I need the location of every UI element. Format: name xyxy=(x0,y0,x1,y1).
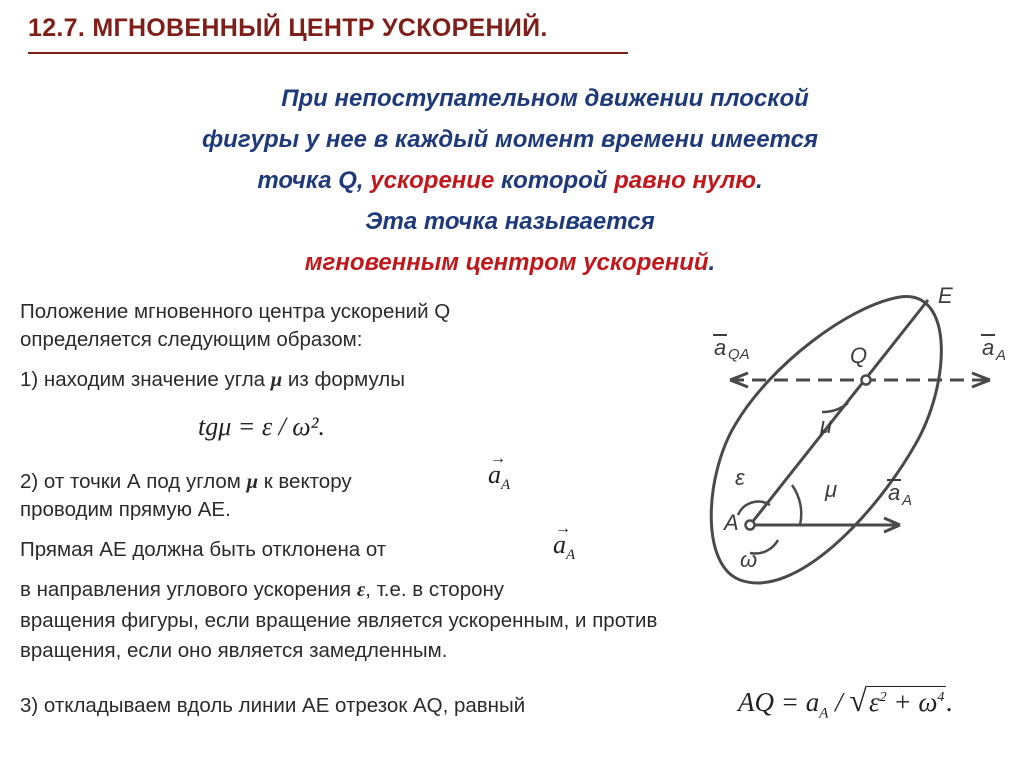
mu-symbol-2: μ xyxy=(246,471,259,493)
label-aQA: a xyxy=(714,335,727,360)
definition-line-5-dot: . xyxy=(708,249,716,276)
label-mu-A: μ xyxy=(825,477,838,502)
vector-arrow-icon: → xyxy=(555,520,571,537)
label-aA-right-sub: A xyxy=(996,347,1007,364)
step-3-line: 3) откладываем вдоль линии АЕ отрезок AQ, равный xyxy=(20,694,526,717)
formula-AQ-radicand: $\varepsilon^2 + \omega^4$ xyxy=(868,687,945,717)
vector-aA-1 xyxy=(488,450,511,494)
step-2-line-2: проводим прямую АЕ. xyxy=(20,498,231,521)
label-mu-Q: μ xyxy=(820,413,833,438)
sqrt-icon: √ xyxy=(849,682,867,718)
step-1-text: 1) находим значение угла xyxy=(20,368,266,391)
vector-a-subscript: A xyxy=(566,547,576,564)
label-E: E xyxy=(938,283,953,308)
mu-symbol: μ xyxy=(270,369,283,391)
point-A xyxy=(746,521,755,530)
epsilon-arc xyxy=(738,502,770,515)
vector-aA-2 xyxy=(553,520,576,564)
vector-a-letter: a xyxy=(488,460,501,489)
definition-equals-zero: равно нулю xyxy=(614,167,756,194)
label-aA-sub: A xyxy=(902,492,913,509)
label-aQA-sub: QA xyxy=(728,346,750,363)
definition-block xyxy=(40,78,980,283)
formula-tg-mu: tgμ = ε / ω². xyxy=(198,412,325,441)
step-1-text-end: из формулы xyxy=(287,368,405,391)
definition-line-2: фигуры у нее в каждый момент времени имеется xyxy=(201,126,819,153)
definition-acceleration-word: ускорение xyxy=(370,167,495,194)
vector-arrow-icon: → xyxy=(490,450,506,467)
angle-arc-A xyxy=(792,485,801,525)
step-intro-line-1: Положение мгновенного центра ускорений Q xyxy=(20,300,451,323)
vector-aA-1-letter xyxy=(488,450,506,489)
epsilon-symbol: ε xyxy=(356,579,366,601)
step-2-text-d: , т.е. в сторону xyxy=(365,578,505,601)
step-2-line-5: вращения фигуры, если вращение является ускоренным, и против xyxy=(20,609,658,632)
definition-line-3 xyxy=(40,160,980,201)
vector-a-letter: a xyxy=(553,530,566,559)
step-2-line-4 xyxy=(20,576,504,604)
definition-line-3-a: точка Q, xyxy=(257,167,371,194)
formula-AQ xyxy=(738,682,953,722)
step-1-line xyxy=(20,366,405,394)
label-aA: a xyxy=(888,480,901,505)
point-Q xyxy=(862,376,871,385)
plane-figure-outline xyxy=(711,297,941,583)
formula-AQ-dot: . xyxy=(946,687,954,717)
step-2-text-a: 2) от точки А под углом xyxy=(20,470,241,493)
label-A: A xyxy=(724,510,739,535)
label-aA-right: a xyxy=(982,335,995,360)
label-Q: Q xyxy=(850,343,868,368)
step-2-text-c: в направления углового ускорения xyxy=(20,578,352,601)
step-2-line-1 xyxy=(20,468,352,496)
title-underline xyxy=(28,52,628,54)
step-2-line-6: вращения, если оно является замедленным. xyxy=(20,639,448,662)
step-2-line-3: Прямая АЕ должна быть отклонена от xyxy=(20,538,387,561)
label-epsilon: ε xyxy=(735,465,745,490)
definition-line-4: Эта точка называется xyxy=(365,208,655,235)
page-title: 12.7. МГНОВЕННЫЙ ЦЕНТР УСКОРЕНИЙ. xyxy=(28,14,548,42)
definition-line-1: При непоступательном движении плоской xyxy=(281,85,809,112)
step-intro-line-2: определяется следующим образом: xyxy=(20,328,363,351)
definition-line-3-c: которой xyxy=(494,167,615,194)
formula-AQ-lhs: AQ = $a_A$ / xyxy=(738,687,850,722)
label-omega: ω xyxy=(740,547,758,572)
step-2-text-b: к вектору xyxy=(263,470,352,493)
vector-a-subscript: A xyxy=(501,477,511,494)
definition-term: мгновенным центром ускорений xyxy=(304,249,709,276)
vector-aA-2-letter xyxy=(553,520,571,559)
definition-line-3-e: . xyxy=(756,167,763,194)
acceleration-center-diagram xyxy=(700,275,1012,610)
